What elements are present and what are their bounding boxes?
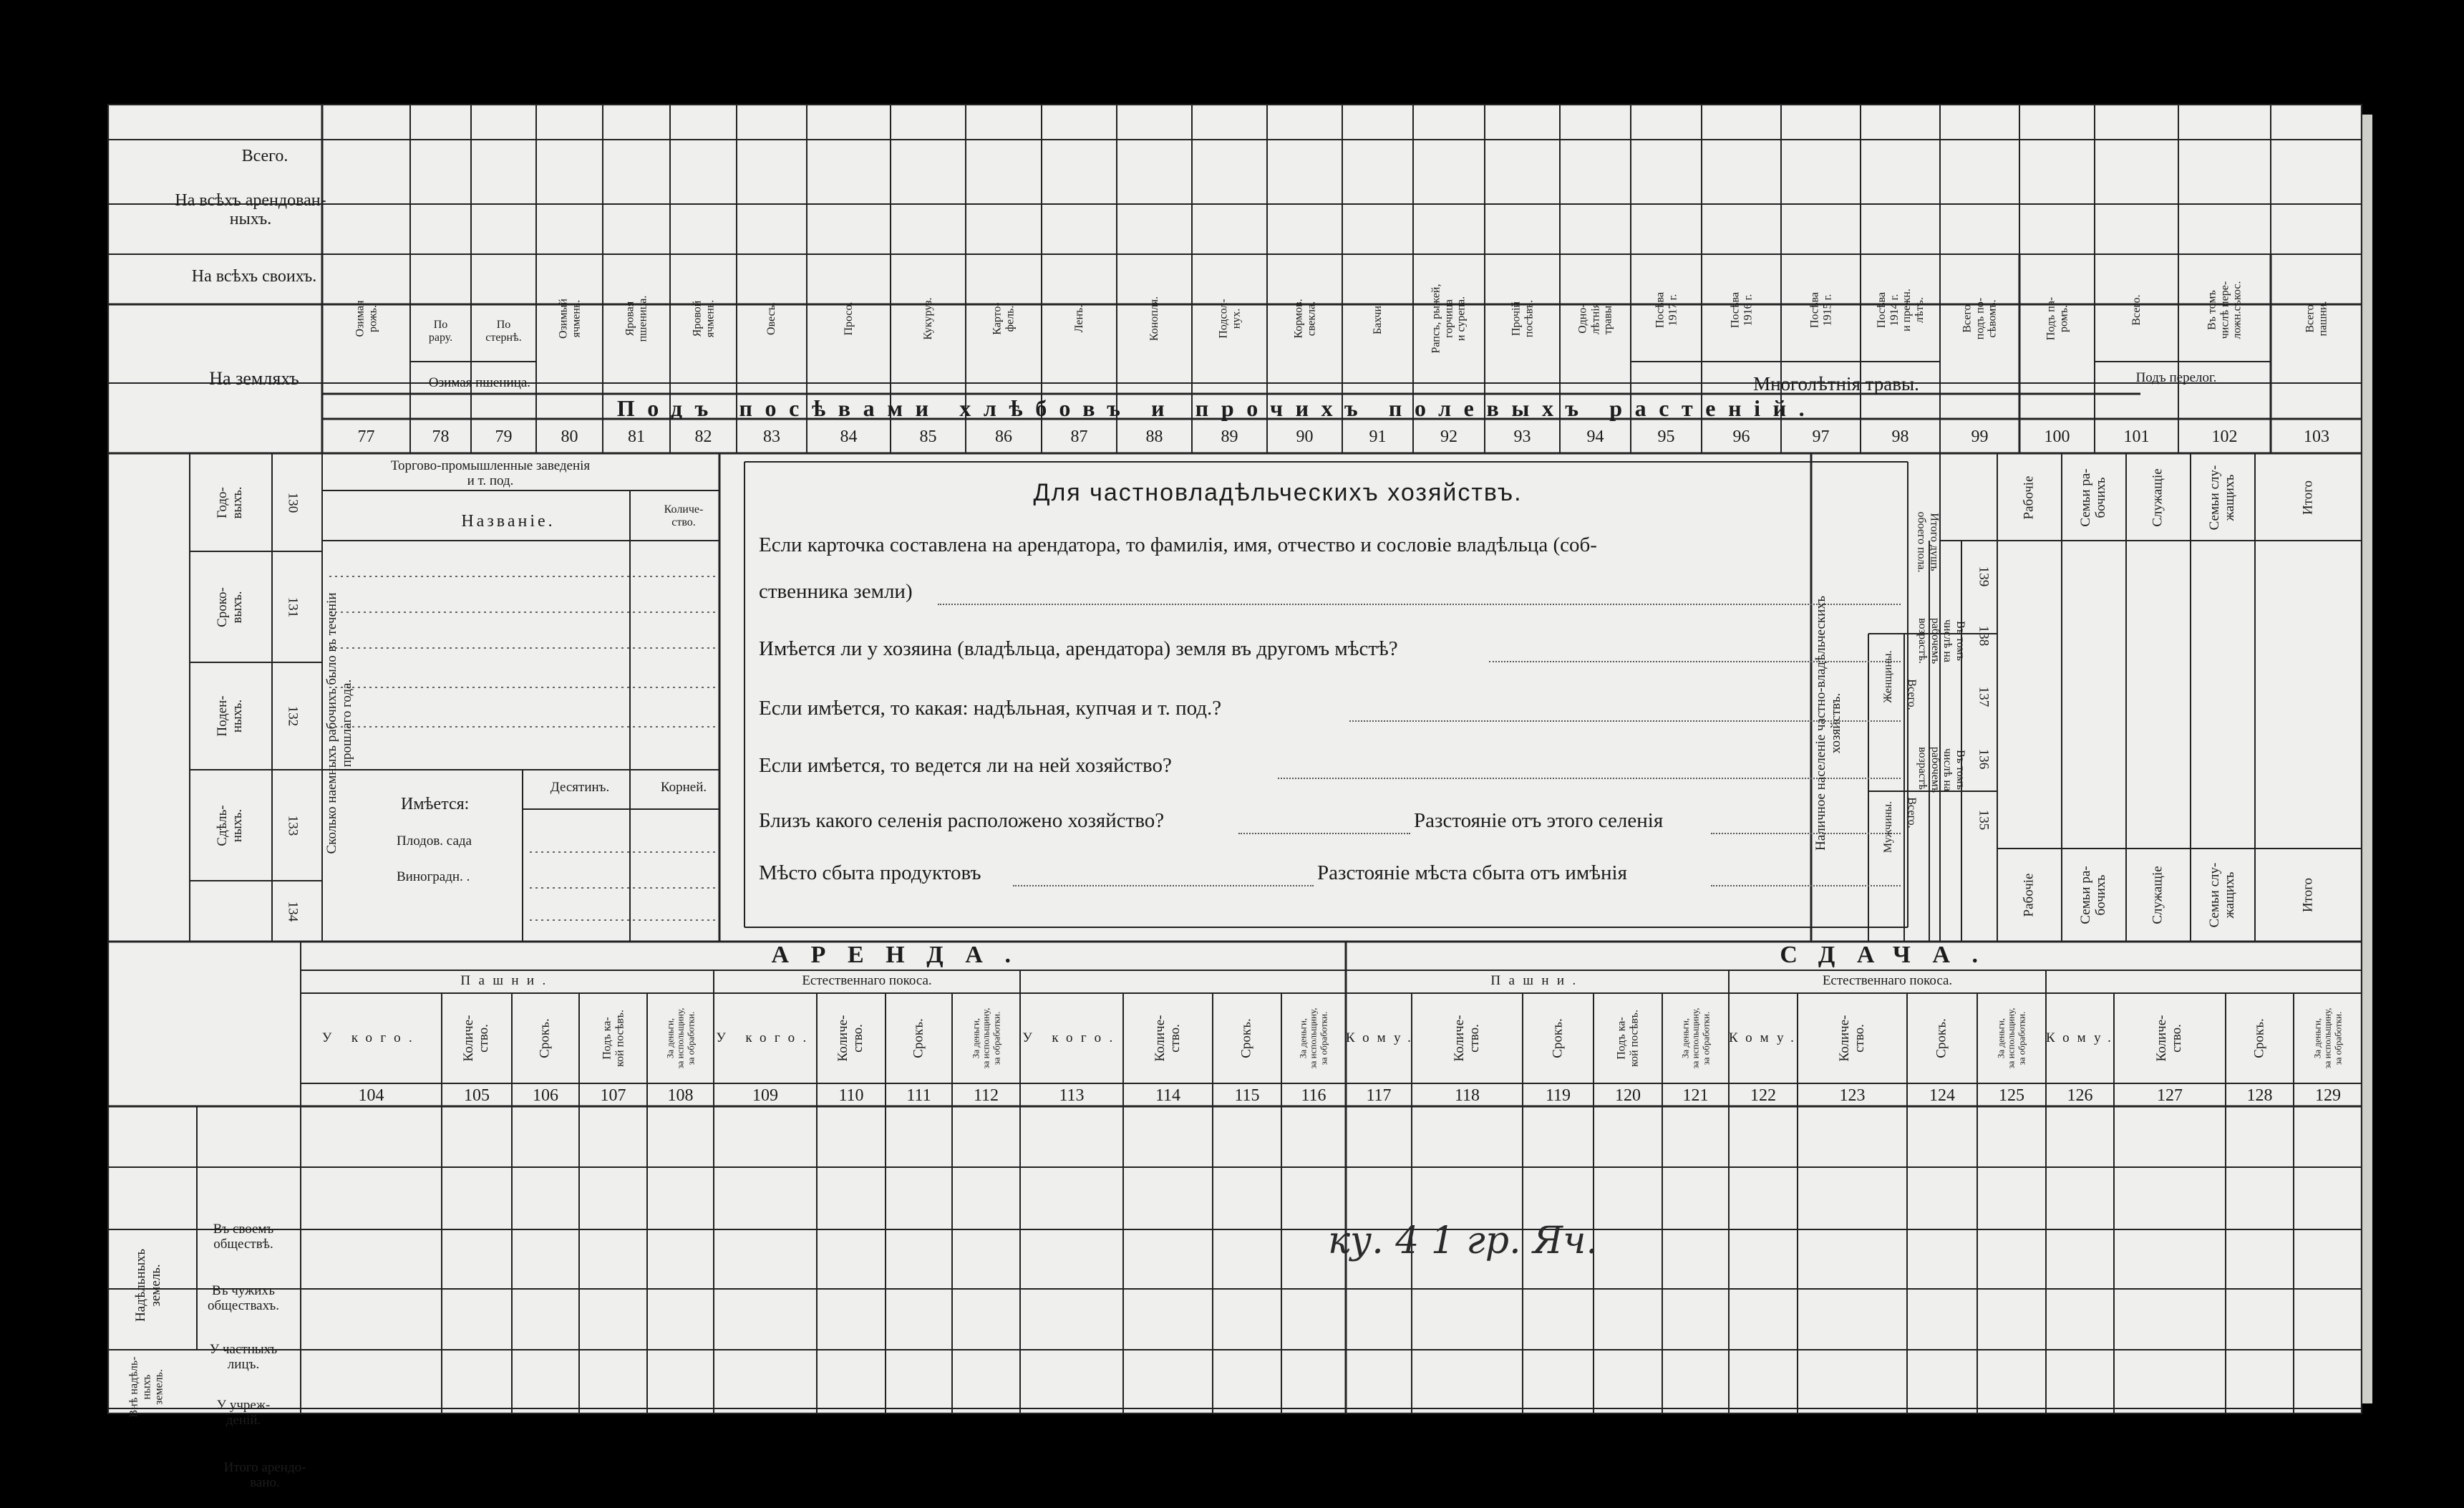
lease-group-caption-0: Пашни. [460,973,554,988]
trade-name-header: Названiе. [461,512,556,531]
crop-header-99: Всего подъ по- сѣвомъ. [1961,297,1999,340]
lease-col-header-119: Срокъ. [1550,1018,1566,1058]
lease-col-number-122: 122 [1750,1086,1776,1105]
women-label: Женщины. [1882,650,1895,703]
lease-col-header-118: Количе- ство. [1451,1015,1482,1062]
population-caption: Наличное населенiе частно-владѣльческихъ хозяйствъ. [1813,596,1843,851]
private-farms-title: Для частновладѣльческихъ хозяйствъ. [1033,479,1523,506]
crop-col-number-84: 84 [840,427,858,446]
row-label-total: Всего. [241,147,288,165]
row-private-persons: У частныхъ лицъ. [209,1342,278,1372]
crop-col-number-102: 102 [2211,427,2238,446]
lease-group-caption-3: Естественнаго покоса. [1822,973,1953,988]
total-souls-label: Итого душъ обоего пола. [1916,511,1941,573]
gardens-label: Плодов. сада [397,833,472,849]
crop-header-88: Конопля. [1148,296,1160,342]
crop-header-97: Посѣва 1915 г. [1808,291,1833,329]
population-col-bottom-1: Семьи ра- бочихъ [2078,866,2108,924]
lease-col-header-113: У кого. [1022,1030,1121,1045]
crop-col-number-86: 86 [995,427,1012,446]
lease-col-header-129: За деньги, за испольщину, за обработки. [2312,1007,2344,1069]
lease-col-number-109: 109 [752,1086,778,1105]
desyatin-header: Десятинъ. [550,780,610,795]
lease-col-number-125: 125 [1999,1086,2024,1105]
answer-line-market-distance[interactable] [1711,885,1901,886]
crop-header-96: Посѣва 1916 г. [1728,291,1754,329]
crop-col-number-81: 81 [628,427,645,446]
crop-header-92: Рапсъ, рыжей, горчица и сурепа. [1430,284,1468,354]
crop-col-number-82: 82 [694,427,712,446]
non-allotment-lands-label: Внѣ надѣль- ныхъ земель. [127,1356,165,1418]
crop-col-number-101: 101 [2123,427,2150,446]
crop-header-83: Овесъ. [765,302,778,335]
lease-col-header-112: За деньги, за испольщину, за обработки. [970,1007,1001,1069]
crop-col-number-100: 100 [2044,427,2070,446]
crop-header-85: Кукуруз. [921,297,934,340]
population-col-bottom-4: Итого [2300,877,2316,913]
women-total-label: Всего. [1905,679,1918,710]
worker-col-number-132: 132 [285,705,301,727]
crop-header-89: Подсол- нух. [1216,299,1242,339]
lease-col-number-108: 108 [667,1086,694,1105]
lease-col-header-109: У кого. [716,1030,815,1045]
num-139: 139 [1976,566,1992,587]
lease-group-caption-1: Естественнаго покоса. [802,973,932,988]
lease-col-header-111: Срокъ. [911,1018,926,1058]
lease-col-number-117: 117 [1366,1086,1392,1105]
crop-col-number-103: 103 [2304,427,2329,446]
num-137: 137 [1976,686,1992,707]
crop-header-82: Яровой ячмень. [690,299,716,338]
vineyards-label: Виноградн. . [397,869,470,884]
lease-col-number-127: 127 [2157,1086,2183,1105]
question-market-distance: Разстоянiе мѣста сбыта отъ имѣнiя [1317,861,1627,884]
question-nearest-village: Близъ какого селенiя расположено хозяйство? [759,809,1165,832]
lease-col-number-115: 115 [1234,1086,1260,1105]
lease-group-caption-2: Пашни. [1490,973,1584,988]
lease-col-number-105: 105 [464,1086,490,1105]
num-138: 138 [1976,625,1992,647]
crop-header-100: Подъ па- ромъ. [2044,296,2070,341]
row-total-rented: Итого арендо- вано. [223,1460,306,1490]
question-market-place: Мѣсто сбыта продуктовъ [759,861,981,884]
question-village-distance: Разстоянiе отъ этого селенiя [1414,809,1664,832]
crop-col-number-77: 77 [357,427,375,446]
crop-header-78: По pару. [428,319,453,344]
population-col-bottom-0: Рабочiе [2021,873,2037,917]
lease-col-header-106: Срокъ. [537,1018,553,1058]
crop-col-number-88: 88 [1145,427,1163,446]
lease-col-number-120: 120 [1615,1086,1641,1105]
crop-header-94: Одно- лѣтнiя травы. [1576,302,1614,335]
lease-col-number-128: 128 [2246,1086,2273,1105]
women-working-age-label: Въ томъ числѣ на рабочемъ возрастѣ. [1916,617,1967,664]
lease-col-number-116: 116 [1301,1086,1326,1105]
men-working-age-label: Въ томъ числѣ на рабочемъ возрастѣ. [1916,746,1967,793]
lease-col-number-107: 107 [600,1086,626,1105]
korney-header: Корней. [660,780,707,795]
crop-header-79: По стернѣ. [485,319,522,344]
handwritten-entry: ку. 4 1 гр. Яч. [1328,1219,1598,1262]
lease-col-number-112: 112 [973,1086,999,1105]
lease-col-number-123: 123 [1839,1086,1866,1105]
crop-col-number-89: 89 [1221,427,1238,446]
question-land-type: Если имѣется, то какая: надѣльная, купчая и т. под.? [759,697,1222,720]
crop-header-81: Яровая пшеница. [624,295,649,342]
fallow-label: Подъ перелог. [2135,370,2217,385]
lease-col-number-111: 111 [906,1086,931,1105]
row-label-on-lands: На земляхъ [209,368,299,389]
crop-header-93: Прочiй посѣвъ. [1509,299,1535,338]
num-136: 136 [1976,748,1992,770]
question-farming: Если имѣется, то ведется ли на ней хозяйство? [759,754,1172,777]
crop-header-90: Кормов. свекла. [1291,299,1317,339]
allotment-lands-label: Надѣльныхъ земель. [133,1249,163,1322]
crop-col-number-78: 78 [432,427,450,446]
crop-header-102: Въ томъ числѣ пере- ложн.съкос. [2206,281,2244,339]
answer-line-owner[interactable] [938,604,1901,605]
lease-col-header-125: За деньги, за испольщину, за обработки. [1995,1007,2027,1069]
lease-col-header-114: Количе- ство. [1152,1015,1183,1062]
lease-col-number-121: 121 [1682,1086,1709,1105]
crop-col-number-85: 85 [919,427,937,446]
crop-col-number-87: 87 [1070,427,1088,446]
crop-col-number-79: 79 [495,427,513,446]
crop-col-number-92: 92 [1440,427,1457,446]
crop-col-number-98: 98 [1891,427,1909,446]
trade-enterprises-title: Торгово-промышленные заведенiя и т. под. [390,458,591,488]
worker-col-number-130: 130 [285,492,301,513]
crop-header-87: Ленъ. [1072,304,1085,333]
crop-col-number-80: 80 [561,427,578,446]
population-col-top-1: Семьи ра- бочихъ [2078,468,2108,527]
lease-col-number-110: 110 [838,1086,864,1105]
lease-col-header-128: Срокъ. [2251,1018,2267,1058]
population-col-top-3: Семьи слу- жащихъ [2207,465,2237,531]
crop-header-86: Карто- фель. [991,302,1016,335]
worker-type-132: Поден- ныхъ. [215,695,245,737]
lease-col-header-124: Срокъ. [1934,1018,1949,1058]
row-other-community: Въ чужихъ обществахъ. [208,1283,279,1313]
lease-col-header-116: За деньги, за испольщину, за обработки. [1297,1007,1329,1069]
sdacha-title: СДАЧА. [1780,942,2000,968]
crop-col-number-97: 97 [1812,427,1830,446]
crop-header-98: Посѣва 1914 г. и прежн. лѣтъ. [1875,289,1926,332]
lease-col-header-123: Количе- ство. [1836,1015,1867,1062]
has-label: Имѣется: [401,795,470,813]
crop-col-number-94: 94 [1586,427,1604,446]
men-total-label: Всего. [1905,797,1918,828]
question-owner-name-cont: ственника земли) [759,580,913,603]
trade-qty-header: Количе- ство. [664,503,704,528]
population-col-top-0: Рабочiе [2021,475,2037,520]
crop-col-number-96: 96 [1732,427,1750,446]
population-col-top-4: Итого [2300,480,2316,516]
lease-col-header-105: Количе- ство. [461,1015,491,1062]
lease-col-header-117: Кому. [1346,1030,1420,1045]
crop-header-91: Бахчи. [1371,302,1384,335]
page-edge [2362,115,2372,1403]
lease-col-number-126: 126 [2067,1086,2093,1105]
worker-col-number-133: 133 [285,815,301,836]
row-label-all-rented: На всѣхъ арендован- ныхъ. [175,191,326,229]
winter-wheat-label: Озимая пшеница. [428,375,531,390]
lease-col-header-121: За деньги, за испольщину, за обработки. [1679,1007,1711,1069]
row-own-community: Въ своемъ обществѣ. [213,1222,274,1252]
answer-line-market[interactable] [1013,885,1314,886]
lease-col-header-104: У кого. [321,1030,421,1045]
crop-header-77: Озимая рожь. [353,300,379,337]
row-institutions: У учреж- денiй. [216,1398,271,1428]
question-other-land: Имѣется ли у хозяина (владѣльца, арендатора) земля въ другомъ мѣстѣ? [759,637,1398,660]
crop-col-number-91: 91 [1369,427,1387,446]
crop-col-number-90: 90 [1296,427,1314,446]
lease-col-number-118: 118 [1454,1086,1480,1105]
num-135: 135 [1976,809,1992,831]
crop-header-95: Посѣва 1917 г. [1653,291,1679,329]
lease-col-number-119: 119 [1545,1086,1571,1105]
hired-workers-caption: Сколько наемныхъ рабочихъ было въ теченiи прошлаго года. [324,592,354,854]
population-col-bottom-3: Семьи слу- жащихъ [2207,862,2237,928]
lease-col-header-110: Количе- ство. [835,1015,865,1062]
worker-type-133: Сдѣль- ныхъ. [215,804,245,846]
worker-col-number-134: 134 [285,901,301,922]
worker-type-131: Сроко- выхъ. [215,586,245,627]
population-col-bottom-2: Служащiе [2150,866,2165,924]
crop-header-80: Озимый ячмень. [556,299,582,339]
crop-header-103: Всего пашни. [2304,301,2329,337]
census-card-sheet [107,104,2362,1490]
lease-col-header-120: Подъ ка- кой посѣвъ. [1615,1010,1640,1067]
lease-col-number-129: 129 [2315,1086,2341,1105]
lease-col-number-106: 106 [533,1086,558,1105]
worker-col-number-131: 131 [285,596,301,617]
perennial-grass-label: Многолѣтнiя травы. [1753,373,1919,395]
crop-col-number-93: 93 [1513,427,1531,446]
crop-col-number-99: 99 [1971,427,1989,446]
lease-col-header-108: За деньги, за испольщину, за обработки. [664,1007,696,1069]
lease-col-number-114: 114 [1155,1086,1181,1105]
lease-col-number-104: 104 [358,1086,384,1105]
row-label-all-own: На всѣхъ своихъ. [191,267,317,286]
lease-col-header-107: Подъ ка- кой посѣвъ. [600,1010,626,1067]
answer-line-farming[interactable] [1278,778,1901,779]
lease-col-number-124: 124 [1929,1086,1955,1105]
lease-col-number-113: 113 [1059,1086,1085,1105]
lease-col-header-126: Кому. [2046,1030,2120,1045]
crop-header-84: Просо. [842,301,855,336]
answer-line-village-distance[interactable] [1711,833,1901,834]
arenda-title: АРЕНДА. [771,942,1033,968]
population-col-top-2: Служащiе [2150,468,2165,527]
lease-col-header-122: Кому. [1729,1030,1803,1045]
crops-band-title: Подъ посѣвами хлѣбовъ и прочихъ полевыхъ растенiй. [616,395,1818,421]
crop-header-101: Всего. [2130,294,2143,326]
men-label: Мужчины. [1882,801,1895,854]
lease-col-header-115: Срокъ. [1238,1018,1254,1058]
question-owner-name: Если карточка составлена на арендатора, то фамилiя, имя, отчество и сословiе владѣльца (соб- [759,533,1597,556]
answer-line-village[interactable] [1238,833,1410,834]
crop-col-number-95: 95 [1657,427,1675,446]
lease-col-header-127: Количе- ство. [2154,1015,2184,1062]
worker-type-130: Годо- выхъ. [215,485,245,519]
crop-col-number-83: 83 [763,427,780,446]
